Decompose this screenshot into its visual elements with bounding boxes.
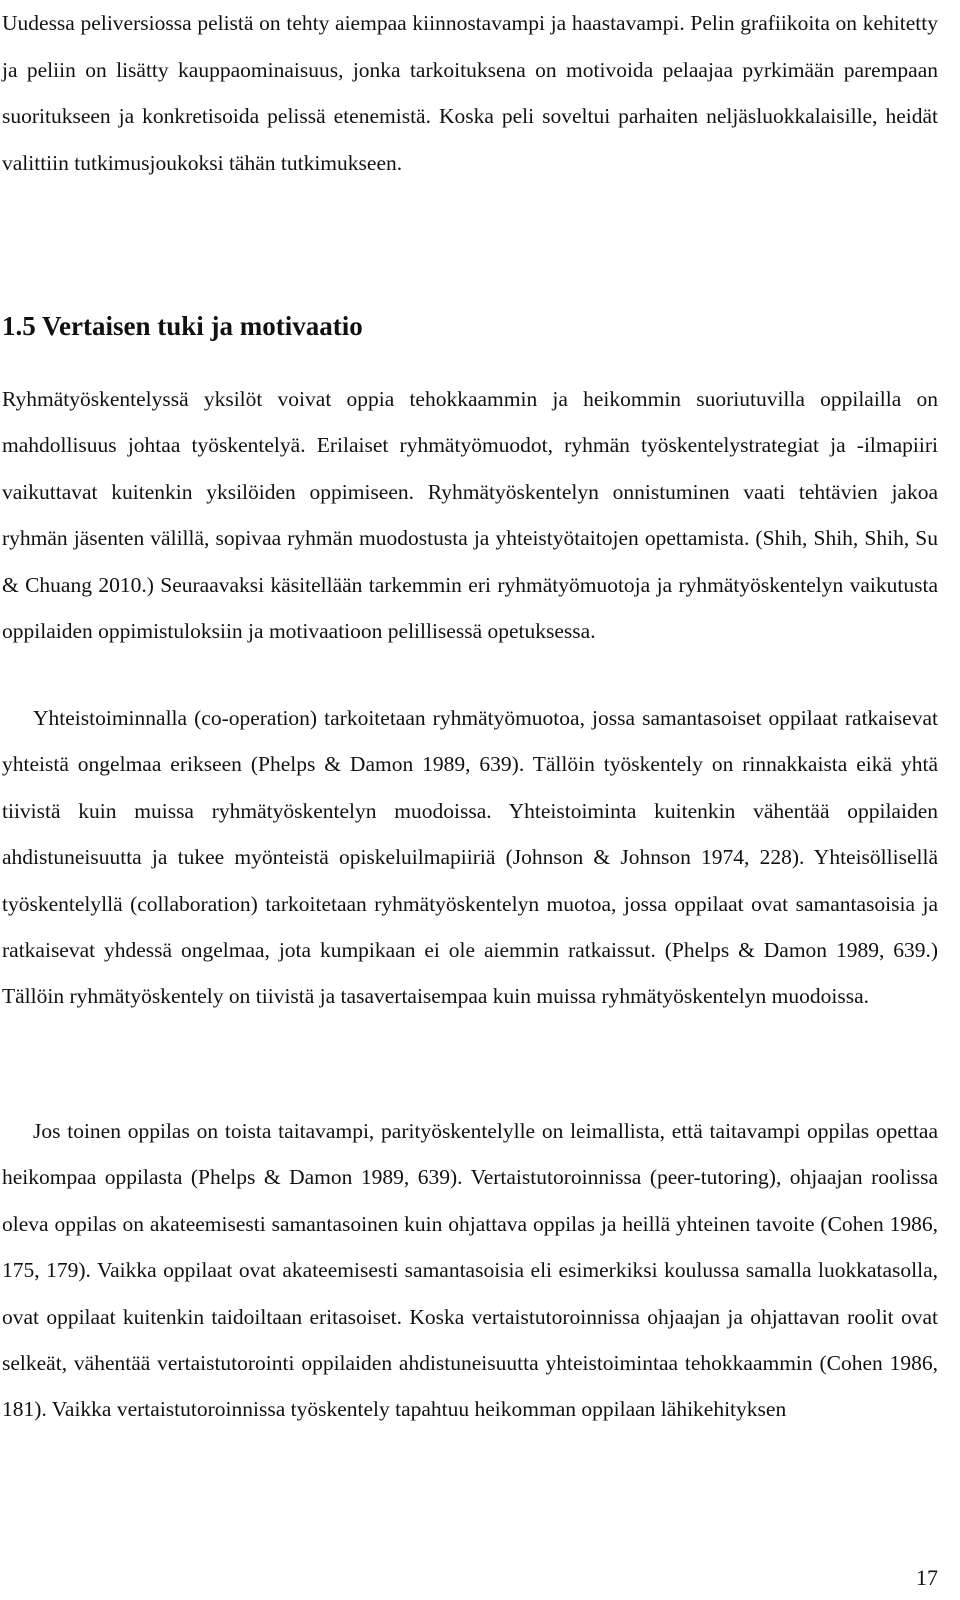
page-number: 17 <box>916 1565 938 1590</box>
paragraph-cooperation: Yhteistoiminnalla (co-operation) tarkoitetaan ryhmätyömuotoa, jossa samantasoiset oppilaat ratkaisevat yhteistä ongelmaa erikseen (Phelps & Damon 1989, 639). Tällöin työskentely on rinnakkaista eikä yhtä tiivistä kuin muissa ryhmätyöskentelyn muodoissa. Yhteistoiminta kuitenkin vähentää oppilaiden ahdistuneisuutta ja tukee myönteistä opiskeluilmapiiriä (Johnson & Johnson 1974, 228). Yhteisöllisellä työskentelyllä (collaboration) tarkoitetaan ryhmätyöskentelyn muotoa, jossa oppilaat ovat samantasoisia ja ratkaisevat yhdessä ongelmaa, jota kumpikaan ei ole aiemmin ratkaissut. (Phelps & Damon 1989, 639.) Tällöin ryhmätyöskentely on tiivistä ja tasavertaisempaa kuin muissa ryhmätyöskentelyn muodoissa. <box>2 706 938 1009</box>
paragraph-peer-tutoring: Jos toinen oppilas on toista taitavampi, parityöskentelylle on leimallista, että taitavampi oppilas opettaa heikompaa oppilasta (Phelps & Damon 1989, 639). Vertaistutoroinnissa (peer-tutoring), ohjaajan roolissa oleva oppilas on akateemisesti samantasoinen kuin ohjattava oppilas ja heillä yhteinen tavoite (Cohen 1986, 175, 179). Vaikka oppilaat ovat akateemisesti samantasoisia eli esimerkiksi koulussa samalla luokkatasolla, ovat oppilaat kuitenkin taidoiltaan eritasoiset. Koska vertaistutoroinnissa ohjaajan ja ohjattavan roolit ovat selkeät, vähentää vertaistutorointi oppilaiden ahdistuneisuutta yhteistoimintaa tehokkaammin (Cohen 1986, 181). Vaikka vertaistutoroinnissa työskentely tapahtuu heikomman oppilaan lähikehityksen <box>2 1119 938 1422</box>
paragraph-group-work: Ryhmätyöskentelyssä yksilöt voivat oppia tehokkaammin ja heikommin suoriutuvilla oppilailla on mahdollisuus johtaa työskentelyä. Erilaiset ryhmätyömuodot, ryhmän työskentelystrategiat ja -ilmapiiri vaikuttavat kuitenkin yksilöiden oppimiseen. Ryhmätyöskentelyn onnistuminen vaati tehtävien jakoa ryhmän jäsenten välillä, sopivaa ryhmän muodostusta ja yhteistyötaitojen opettamista. (Shih, Shih, Shih, Su & Chuang 2010.) Seuraavaksi käsitellään tarkemmin eri ryhmätyömuotoja ja ryhmätyöskentelyn vaikutusta oppilaiden oppimistuloksiin ja motivaatioon pelillisessä opetuksessa. <box>2 387 938 644</box>
intro-paragraph-continuation: Uudessa peliversiossa pelistä on tehty aiempaa kiinnostavampi ja haastavampi. Pelin grafiikoita on kehitetty ja peliin on lisätty kauppaominaisuus, jonka tarkoituksena on motivoida pelaajaa pyrkimään parempaan suoritukseen ja konkretisoida pelissä etenemistä. Koska peli soveltui parhaiten neljäsluokkalaisille, heidät valittiin tutkimusjoukoksi tähän tutkimukseen. <box>2 11 938 175</box>
section-heading: 1.5 Vertaisen tuki ja motivaatio <box>2 311 363 341</box>
